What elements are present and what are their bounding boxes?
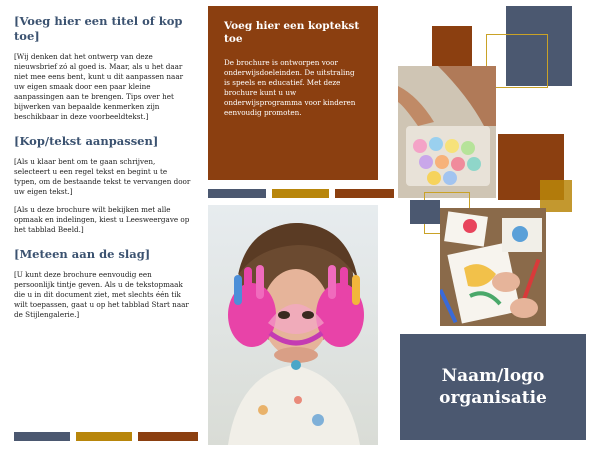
bar-slate [14, 432, 70, 441]
body-text-customize-1[interactable]: [Als u klaar bent om te gaan schrijven, selecteert u een regel tekst en begint u te typen, om de bestaande tekst te vervangen door uw eigen tekst.] [14, 157, 191, 196]
photo-children-drawing[interactable] [440, 208, 546, 326]
photo-child-illustration [208, 205, 378, 445]
photo-chalk-illustration [398, 66, 496, 198]
heading-get-started[interactable]: [Meteen aan de slag] [14, 247, 151, 261]
bar-gold [76, 432, 132, 441]
left-panel [14, 14, 192, 444]
deco-square-slate-small [410, 200, 440, 224]
photo-drawing-illustration [440, 208, 546, 326]
bar-brown [335, 189, 394, 198]
middle-heading-box [208, 6, 378, 180]
color-bars-middle [208, 189, 394, 198]
heading-customize[interactable]: [Kop/tekst aanpassen] [14, 134, 159, 148]
body-text-customize-2[interactable]: [Als u deze brochure wilt bekijken met alle opmaak en indelingen, kiest u Leesweergave op het tabblad Beeld.] [14, 205, 190, 234]
body-text-get-started[interactable]: [U kunt deze brochure eenvoudig een persoonlijk tintje geven. Als u de tekstopmaak die u in dit document ziet, met slechts één tik wilt toepassen, gaat u op het tabblad Start naar de Stijlengalerie.] [14, 270, 189, 319]
deco-square-brown-small [432, 26, 472, 66]
color-bars-left [14, 432, 198, 441]
photo-sidewalk-chalk[interactable] [398, 66, 496, 198]
body-text-intro[interactable]: [Wij denken dat het ontwerp van deze nieuwsbrief zó al goed is. Maar, als u het daar niet mee eens bent, kunt u dit aanpassen naar uw eigen smaak door een paar kleine aanpassingen aan te brengen. Tips over het bijwerken van bepaalde kenmerken zijn beschikbaar in deze voorbeeldtekst.] [14, 52, 184, 121]
bar-brown [138, 432, 198, 441]
logo-organisation-box[interactable] [400, 334, 586, 440]
bar-slate [208, 189, 266, 198]
bar-gold [272, 189, 329, 198]
heading-title[interactable]: [Voeg hier een titel of kop toe] [14, 14, 183, 43]
logo-organisation-text[interactable]: Naam/logo organisatie [439, 366, 547, 408]
middle-heading[interactable]: Voeg hier een koptekst toe [224, 20, 360, 45]
photo-child-painted-hands[interactable] [208, 205, 378, 445]
middle-body-text[interactable]: De brochure is ontworpen voor onderwijsdoeleinden. De uitstraling is speels en educatief. Met deze brochure kunt u uw onderwijsprogramma voor kinderen eenvoudig promoten. [224, 58, 356, 117]
